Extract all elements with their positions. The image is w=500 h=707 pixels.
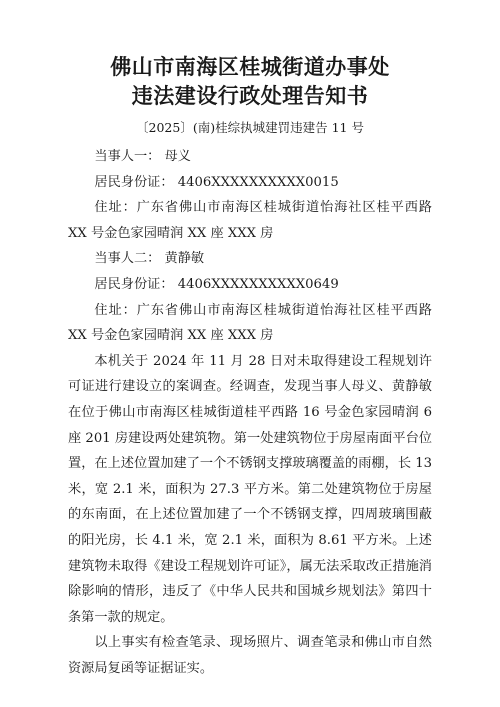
evidence-paragraph: 以上事实有检查笔录、现场照片、调查笔录和佛山市自然资源局复函等证据证实。: [68, 635, 432, 676]
party-two-id: 居民身份证： 4406XXXXXXXXXX0649: [94, 276, 339, 292]
document-number: 〔2025〕(南)桂综执城建罚违建告 11 号: [136, 120, 364, 135]
document-body: [68, 144, 432, 681]
party-two-address: 住址：广东省佛山市南海区桂城街道怡海社区桂平西路 XX 号金色家园晴润 XX 座 XXX 房: [68, 302, 432, 344]
party-one-id: 居民身份证： 4406XXXXXXXXXX0015: [94, 174, 339, 190]
findings-paragraph: 本机关于 2024 年 11 月 28 日对未取得建设工程规划许可证进行建设立的案调查。经调查，发现当事人母义、黄静敏在位于佛山市南海区桂城街道桂平西路 16 号金色家园晴润 6 座 201 房建设两处建筑物。第一处建筑物位于房屋南面平台位置，在上述位置加建了一个不锈钢支撑玻璃覆盖的雨棚，长 13 米，宽 2.1 米，面积为 27.3 平方米。第二处建筑物位于房屋的东南面，在上述位置加建了一个不锈钢支撑，四周玻璃围蔽的阳光房，长 4.1 米，宽 2.1 米，面积为 8.61 平方米。上述建筑物未取得《建设工程规划许可证》，属无法采取改正措施消除影响的情形，违反了《中华人民共和国城乡规划法》第四十条第一款的规定。: [68, 353, 432, 625]
title-line-2: 违法建设行政处理告知书: [131, 83, 369, 108]
party-one-address: 住址：广东省佛山市南海区桂城街道怡海社区桂平西路 XX 号金色家园晴润 XX 座 XXX 房: [68, 200, 432, 241]
party-two-name: 当事人二： 黄静敏: [94, 251, 205, 267]
title-line-1: 佛山市南海区桂城街道办事处: [110, 54, 390, 79]
document-title: [68, 52, 432, 110]
party-one-name: 当事人一： 母义: [94, 149, 191, 164]
